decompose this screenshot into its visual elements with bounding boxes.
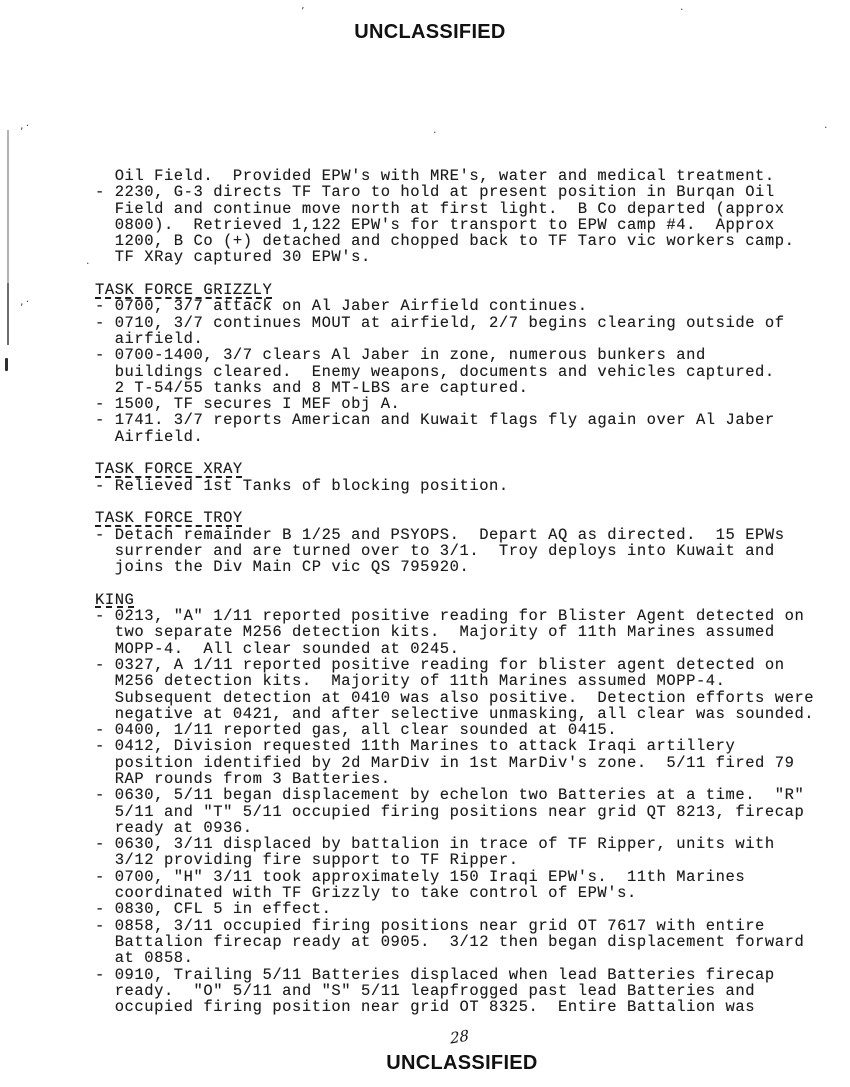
document-line: - 1741. 3/7 reports American and Kuwait flags fly again over Al Jaber: [95, 411, 775, 430]
document-line: airfield.: [95, 329, 204, 348]
scan-speck: , ·: [20, 295, 30, 308]
document-line: negative at 0421, and after selective unmasking, all clear was sounded.: [95, 704, 815, 723]
scan-speck: ·: [433, 126, 437, 139]
scan-artifact-margin-line-dark: [7, 283, 9, 345]
document-line: joins the Div Main CP vic QS 795920.: [95, 558, 470, 577]
document-line: - 0700, 3/7 attack on Al Jaber Airfield continues.: [95, 297, 588, 316]
document-line: position identified by 2d MarDiv in 1st MarDiv's zone. 5/11 fired 79: [95, 753, 795, 772]
document-line: 5/11 and "T" 5/11 occupied firing positions near grid QT 8213, firecap: [95, 802, 805, 821]
document-line: two separate M256 detection kits. Majority of 11th Marines assumed: [95, 623, 775, 642]
document-line: - 0710, 3/7 continues MOUT at airfield, 2/7 begins clearing outside of: [95, 313, 785, 332]
document-section: [95, 168, 840, 266]
document-line: RAP rounds from 3 Batteries.: [95, 769, 391, 788]
classification-footer: UNCLASSIFIED: [386, 1052, 538, 1074]
document-line: ready. "O" 5/11 and "S" 5/11 leapfrogged past lead Batteries and: [95, 981, 756, 1000]
document-section: [95, 510, 840, 575]
document-line: Subsequent detection at 0410 was also positive. Detection efforts were: [95, 688, 815, 707]
document-line: surrender and are turned over to 3/1. Troy deploys into Kuwait and: [95, 541, 775, 560]
document-line: Battalion firecap ready at 0905. 3/12 then began displacement forward: [95, 932, 805, 951]
document-line: - 0630, 5/11 began displacement by echelon two Batteries at a time. "R": [95, 786, 805, 805]
document-line: - Detach remainder B 1/25 and PSYOPS. Depart AQ as directed. 15 EPWs: [95, 525, 785, 544]
document-line: MOPP-4. All clear sounded at 0245.: [95, 639, 460, 658]
section-heading: TASK FORCE TROY: [95, 509, 243, 528]
page-number: 28: [449, 1026, 470, 1048]
document-body: [95, 168, 840, 1015]
document-line: 1200, B Co (+) detached and chopped back to TF Taro vic workers camp.: [95, 232, 795, 251]
document-line: - 1500, TF secures I MEF obj A.: [95, 395, 401, 414]
scan-artifact-margin-dash: [5, 358, 8, 371]
scan-artifact-margin-line: [7, 130, 9, 285]
document-line: - 0400, 1/11 reported gas, all clear sounded at 0415.: [95, 721, 618, 740]
document-line: - 0327, A 1/11 reported positive reading for blister agent detected on: [95, 655, 785, 674]
document-line: - 0910, Trailing 5/11 Batteries displaced when lead Batteries firecap: [95, 965, 775, 984]
document-line: Oil Field. Provided EPW's with MRE's, water and medical treatment.: [95, 167, 775, 185]
document-line: - 0830, CFL 5 in effect.: [95, 900, 332, 919]
section-heading: TASK FORCE XRAY: [95, 460, 243, 479]
document-line: - 0630, 3/11 displaced by battalion in trace of TF Ripper, units with: [95, 835, 775, 854]
document-line: - 0213, "A" 1/11 reported positive reading for Blister Agent detected on: [95, 607, 805, 626]
document-line: - Relieved 1st Tanks of blocking position.: [95, 476, 509, 495]
document-line: - 0700-1400, 3/7 clears Al Jaber in zone, numerous bunkers and: [95, 346, 706, 365]
document-line: 2 T-54/55 tanks and 8 MT-LBS are captured.: [95, 378, 529, 397]
document-line: - 2230, G-3 directs TF Taro to hold at present position in Burqan Oil: [95, 183, 775, 202]
document-line: ready at 0936.: [95, 818, 253, 837]
document-section: [95, 461, 840, 494]
document-line: Airfield.: [95, 427, 204, 446]
document-line: - 0700, "H" 3/11 took approximately 150 Iraqi EPW's. 11th Marines: [95, 867, 746, 886]
document-line: 0800). Retrieved 1,122 EPW's for transport to EPW camp #4. Approx: [95, 215, 775, 234]
classification-header: UNCLASSIFIED: [354, 21, 506, 43]
section-heading: TASK FORCE GRIZZLY: [95, 281, 273, 300]
document-line: M256 detection kits. Majority of 11th Marines assumed MOPP-4.: [95, 672, 726, 691]
document-line: buildings cleared. Enemy weapons, documents and vehicles captured.: [95, 362, 775, 381]
document-section: [95, 282, 840, 445]
document-line: at 0858.: [95, 949, 194, 968]
document-line: coordinated with TF Grizzly to take control of EPW's.: [95, 884, 637, 903]
document-section: [95, 592, 840, 1016]
section-heading: KING: [95, 590, 135, 609]
document-line: Field and continue move north at first light. B Co departed (approx: [95, 199, 785, 218]
scan-speck: , ·: [20, 119, 30, 132]
document-line: - 0412, Division requested 11th Marines to attack Iraqi artillery: [95, 737, 736, 756]
scan-speck: ’: [301, 5, 305, 18]
scan-speck: ·: [86, 257, 90, 270]
scan-speck: ·: [680, 3, 684, 16]
document-line: - 0858, 3/11 occupied firing positions near grid OT 7617 with entire: [95, 916, 765, 935]
document-line: 3/12 providing fire support to TF Ripper.: [95, 851, 519, 870]
document-line: occupied firing position near grid OT 8325. Entire Battalion was: [95, 998, 756, 1017]
scan-speck: ·: [824, 121, 828, 134]
document-line: TF XRay captured 30 EPW's.: [95, 248, 371, 267]
